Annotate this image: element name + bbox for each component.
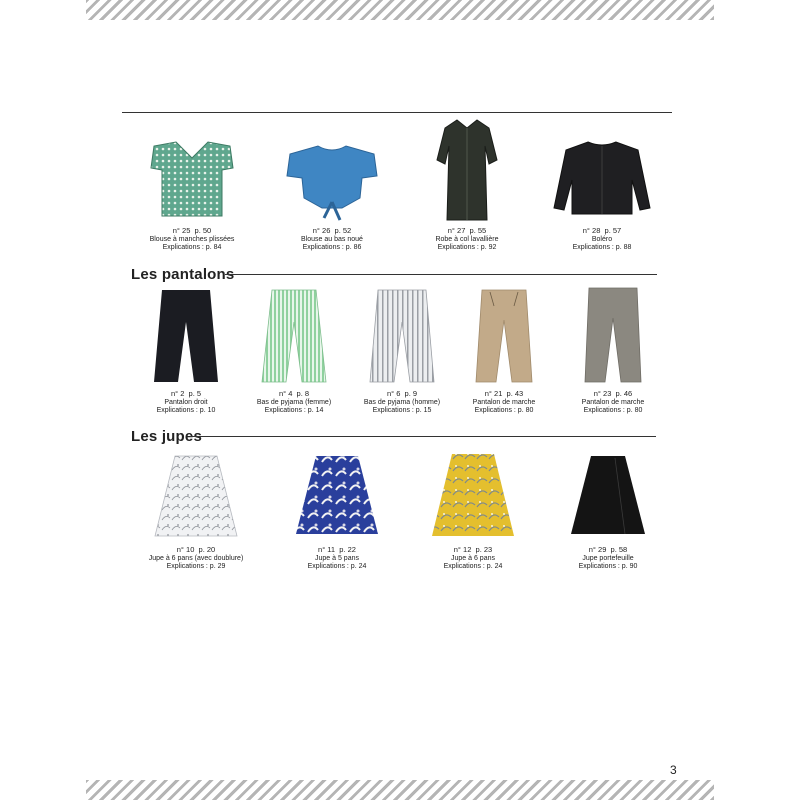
item-robe-col-lavalliere[interactable]: n° 27 p. 55 Robe à col lavallière Explications : p. 92 [397,118,537,253]
item-pyjama-femme[interactable]: n° 4 p. 8 Bas de pyjama (femme) Explications : p. 14 [224,286,364,416]
jupe-6-pans-doublure-image [151,452,241,542]
item-pyjama-homme[interactable]: n° 6 p. 9 Bas de pyjama (homme) Explications : p. 15 [332,286,472,416]
jupe-portefeuille-image [563,452,653,542]
item-jupe-portefeuille[interactable]: n° 29 p. 58 Jupe portefeuille Explications : p. 90 [538,452,678,572]
top-stripe-band [86,0,714,20]
item-jupe-6-pans[interactable]: n° 12 p. 23 Jupe à 6 pans Explications : p. 24 [403,450,543,572]
pantalon-droit-image [146,286,226,386]
item-pantalon-marche-gris[interactable]: n° 23 p. 46 Pantalon de marche Explications : p. 80 [543,284,683,416]
section-title-pantalons: Les pantalons [131,266,235,283]
item-bolero[interactable]: n° 28 p. 57 Boléro Explications : p. 88 [532,128,672,253]
blouse-noue-image [282,128,382,223]
pyjama-femme-image [254,286,334,386]
jupe-5-pans-image [292,452,382,542]
jupe-6-pans-image [428,450,518,542]
item-jupe-6-pans-doublure[interactable]: n° 10 p. 20 Jupe à 6 pans (avec doublure) Explications : p. 29 [126,452,266,572]
pyjama-homme-image [362,286,442,386]
pantalon-beige-image [464,286,544,386]
item-blouse-bas-noue[interactable]: n° 26 p. 52 Blouse au bas noué Explications : p. 86 [262,128,402,253]
section-rule-jupes [190,436,656,437]
section-title-jupes: Les jupes [131,428,202,445]
blouse-plissee-image [142,128,242,223]
section-rule-pantalons [225,274,657,275]
item-jupe-5-pans[interactable]: n° 11 p. 22 Jupe à 5 pans Explications : p. 24 [267,452,407,572]
bottom-stripe-band [86,780,714,800]
bolero-image [552,128,652,223]
item-pantalon-marche-beige[interactable]: n° 21 p. 43 Pantalon de marche Explications : p. 80 [434,286,574,416]
pantalon-gris-image [573,284,653,386]
page-number: 3 [670,763,677,777]
item-pantalon-droit[interactable]: n° 2 p. 5 Pantalon droit Explications : p. 10 [116,286,256,416]
item-blouse-manches-plissees[interactable]: n° 25 p. 50 Blouse à manches plissées Explications : p. 84 [122,128,262,253]
top-rule [122,112,672,113]
robe-image [417,118,517,223]
